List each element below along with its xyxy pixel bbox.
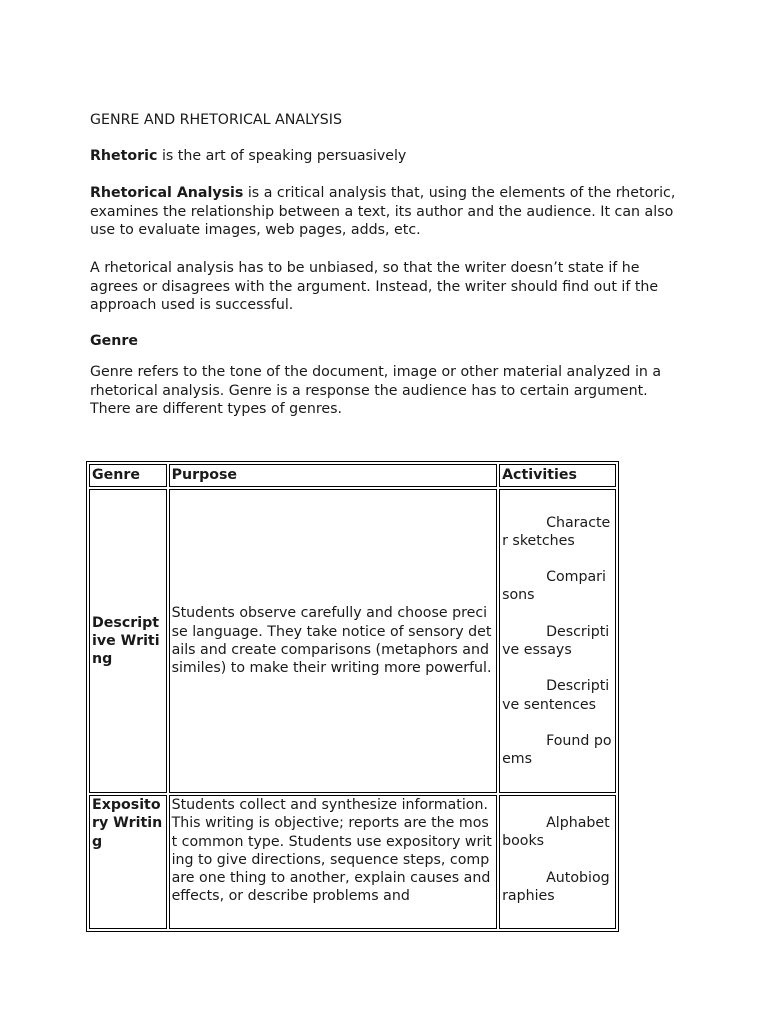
activity-item: Character sketches (502, 514, 611, 549)
activities-cell (499, 489, 616, 793)
genre-paragraph: Genre refers to the tone of the document, image or other material analyzed in a rhetorical analysis. Genre is a response the audience has to certain argument. There are different types of genres. (90, 364, 662, 418)
header-activities: Activities (499, 464, 616, 487)
table-header-row (89, 464, 616, 487)
unbiased-paragraph: A rhetorical analysis has to be unbiased, so that the writer doesn’t state if he agrees or disagrees with the argument. Instead, the writer should find out if the approach used is successful. (90, 260, 659, 314)
activity-item: Alphabet books (502, 815, 610, 850)
rhetoric-definition (90, 147, 680, 166)
table-row (89, 489, 616, 793)
genre-cell: Expository Writing (89, 795, 167, 929)
purpose-cell: Students collect and synthesize information. This writing is objective; reports are the most common type. Students use expository writing to give directions, sequence steps, compare one thing to another, explain causes and effects, or describe problems and (169, 795, 498, 929)
genre-heading: Genre (90, 333, 138, 349)
activity-item: Descriptive sentences (502, 678, 610, 713)
activities-cell (499, 795, 616, 929)
activity-item: Found poems (502, 732, 612, 768)
activity-item: Autobiographies (502, 869, 610, 904)
document-title: GENRE AND RHETORICAL ANALYSIS (90, 112, 342, 128)
genre-table (86, 461, 619, 932)
activity-item: Comparisons (502, 569, 606, 604)
rhetorical-analysis-term: Rhetorical Analysis (90, 185, 244, 201)
rhetorical-analysis-definition-text: is a critical analysis that, using the elements of the rhetoric, examines the relationship between a text, its author and the audience. It can also use to evaluate images, web pages, adds, etc. (90, 185, 676, 239)
rhetoric-term: Rhetoric (90, 148, 158, 164)
rhetorical-analysis-definition (90, 184, 680, 240)
genre-cell: Descriptive Writing (89, 489, 167, 793)
header-genre: Genre (89, 464, 167, 487)
header-purpose: Purpose (169, 464, 498, 487)
purpose-cell: Students observe carefully and choose precise language. They take notice of sensory details and create comparisons (metaphors and similes) to make their writing more powerful. (169, 489, 498, 793)
table-row (89, 795, 616, 929)
activity-item: Descriptive essays (502, 623, 610, 658)
rhetoric-definition-text: is the art of speaking persuasively (157, 148, 407, 164)
